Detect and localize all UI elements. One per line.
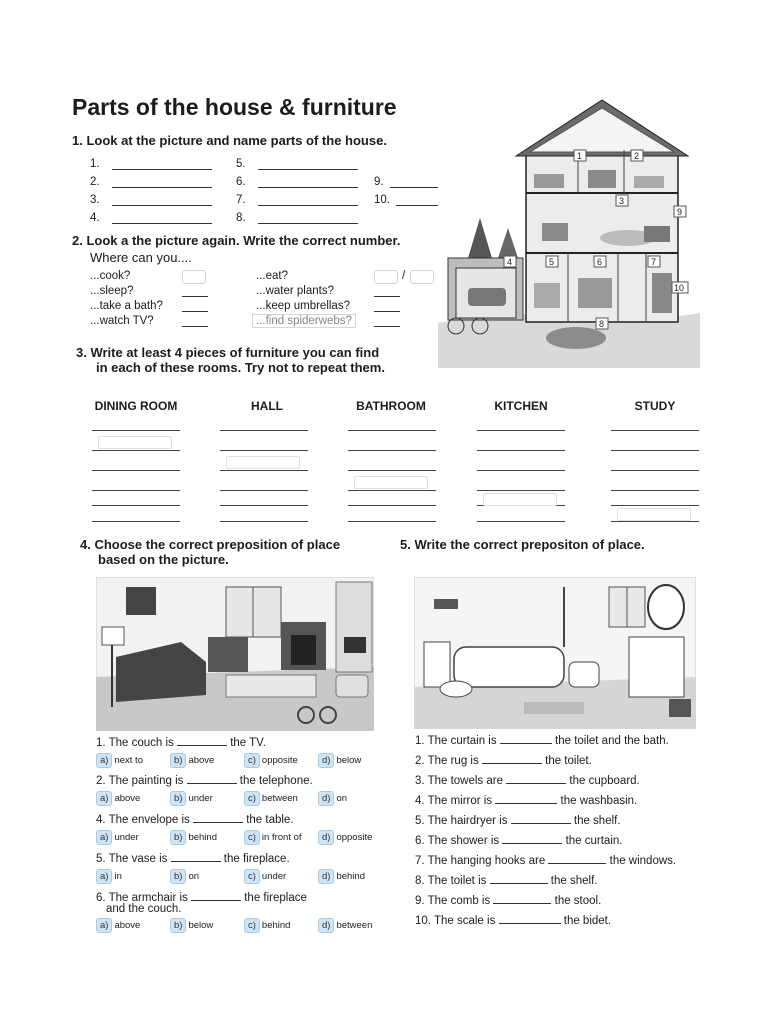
option-letter: b): [170, 791, 186, 806]
ex5-question: [415, 795, 676, 815]
ex2-item: [256, 315, 446, 330]
question-after: the washbasin.: [560, 795, 638, 807]
option-d[interactable]: [318, 753, 386, 768]
option-text: below: [336, 755, 362, 766]
option-text: in front of: [261, 832, 302, 843]
option-d[interactable]: [318, 791, 386, 806]
answer-field[interactable]: [483, 493, 557, 506]
option-a[interactable]: [96, 918, 164, 933]
answer-line[interactable]: [92, 450, 180, 451]
house-label: 1: [577, 151, 583, 161]
option-letter: d): [318, 830, 334, 845]
ex2-question: ...sleep?: [90, 285, 134, 297]
option-b[interactable]: [170, 791, 238, 806]
question-before: 1. The curtain is: [415, 735, 497, 747]
ex1-item: [236, 170, 358, 188]
answer-line[interactable]: [477, 490, 565, 491]
options: [96, 918, 386, 933]
question-after: the shelf.: [573, 815, 621, 827]
answer-line[interactable]: [477, 521, 565, 522]
ex1-instruction: 1. Look at the picture and name parts of the house.: [72, 133, 387, 148]
house-label: 3: [619, 196, 625, 206]
house-label: 6: [597, 257, 603, 267]
ex5-questions: [415, 735, 676, 935]
ex5-question: [415, 815, 676, 835]
answer-field[interactable]: [226, 456, 300, 469]
option-text: above: [188, 755, 215, 766]
answer-field[interactable]: [98, 436, 172, 449]
question-after: the table.: [246, 814, 294, 826]
question-text: [96, 737, 386, 749]
answer-line[interactable]: [477, 430, 565, 431]
answer-line[interactable]: [92, 521, 180, 522]
question-before: 10. The scale is: [415, 915, 496, 927]
ex1-number: 9.: [374, 176, 384, 188]
option-c[interactable]: [244, 753, 312, 768]
answer-blank[interactable]: [182, 311, 208, 312]
house-label: 9: [677, 207, 683, 217]
answer-line[interactable]: [220, 505, 308, 506]
ex4-instruction-line1: 4. Choose the correct preposition of place: [80, 537, 341, 552]
room-header-kitchen: KITCHEN: [494, 399, 548, 413]
room-header-dining-room: DINING ROOM: [94, 399, 178, 413]
house-illustration: [438, 98, 700, 368]
option-b[interactable]: [170, 869, 238, 884]
option-a[interactable]: [96, 791, 164, 806]
answer-blank[interactable]: [502, 843, 562, 844]
answer-line[interactable]: [92, 490, 180, 491]
answer-line[interactable]: [348, 470, 436, 471]
answer-blank[interactable]: [493, 903, 551, 904]
answer-line[interactable]: [611, 490, 699, 491]
ex2-question: ...water plants?: [256, 285, 334, 297]
question-after: the TV.: [230, 737, 266, 749]
option-text: behind: [336, 871, 365, 882]
question-before: 1. The couch is: [96, 737, 174, 749]
ex2-item: [90, 270, 210, 285]
ex2-question: ...take a bath?: [90, 300, 163, 312]
question-after: the stool.: [554, 895, 602, 907]
options: [96, 791, 386, 806]
question-before: 6. The shower is: [415, 835, 500, 847]
options: [96, 869, 386, 884]
question-text: [96, 775, 386, 787]
answer-blank[interactable]: [112, 169, 212, 170]
option-letter: c): [244, 791, 260, 806]
ex5-question: [415, 835, 676, 855]
answer-blank[interactable]: [258, 187, 358, 188]
question-before: 4. The envelope is: [96, 814, 190, 826]
option-letter: b): [170, 830, 186, 845]
answer-blank[interactable]: [258, 169, 358, 170]
option-letter: b): [170, 753, 186, 768]
ex2-item: [90, 285, 210, 300]
ex5-question: [415, 855, 676, 875]
question-before: 5. The hairdryer is: [415, 815, 508, 827]
ex5-question: [415, 875, 676, 895]
question-after: the fireplace.: [223, 853, 290, 865]
ex4-questions: [96, 737, 386, 942]
ex4-instruction-line2: based on the picture.: [98, 552, 229, 567]
answer-blank[interactable]: [499, 923, 561, 924]
ex4-question: [96, 853, 386, 892]
option-text: above: [114, 793, 141, 804]
ex1-number: 3.: [90, 194, 100, 206]
question-before: 7. The hanging hooks are: [415, 855, 546, 867]
question-before: 9. The comb is: [415, 895, 491, 907]
answer-line[interactable]: [220, 521, 308, 522]
ex1-col2: [236, 152, 358, 224]
ex5-question: [415, 895, 676, 915]
option-text: next to: [114, 755, 143, 766]
answer-field[interactable]: [354, 476, 428, 489]
ex1-item: [90, 206, 212, 224]
question-before: 3. The towels are: [415, 775, 504, 787]
option-text: below: [188, 920, 214, 931]
answer-line[interactable]: [348, 521, 436, 522]
ex1-number: 1.: [90, 158, 100, 170]
answer-blank[interactable]: [112, 187, 212, 188]
answer-blank[interactable]: [374, 311, 400, 312]
answer-line[interactable]: [348, 490, 436, 491]
question-text: [96, 853, 386, 865]
answer-line[interactable]: [92, 505, 180, 506]
option-letter: a): [96, 753, 112, 768]
question-after: the fireplace: [244, 892, 307, 904]
ex1-number: 8.: [236, 212, 246, 224]
option-letter: b): [170, 869, 186, 884]
option-c[interactable]: [244, 869, 312, 884]
option-text: under: [188, 793, 213, 804]
option-letter: c): [244, 753, 260, 768]
option-b[interactable]: [170, 753, 238, 768]
answer-line[interactable]: [220, 490, 308, 491]
option-text: behind: [188, 832, 217, 843]
page-title: Parts of the house & furniture: [72, 94, 397, 120]
answer-line[interactable]: [611, 521, 699, 522]
ex1-number: 7.: [236, 194, 246, 206]
room-header-study: STUDY: [634, 399, 676, 413]
answer-box[interactable]: [410, 270, 434, 284]
option-a[interactable]: [96, 869, 164, 884]
option-b[interactable]: [170, 918, 238, 933]
answer-blank[interactable]: [374, 296, 400, 297]
ex5-question: [415, 735, 676, 755]
answer-blank[interactable]: [112, 205, 212, 206]
option-text: under: [261, 871, 287, 882]
answer-blank[interactable]: [258, 223, 358, 224]
option-letter: c): [244, 918, 260, 933]
option-letter: d): [318, 869, 334, 884]
answer-line[interactable]: [477, 470, 565, 471]
question-text: [96, 814, 386, 826]
answer-line[interactable]: [477, 505, 565, 506]
ex1-number: 4.: [90, 212, 100, 224]
ex2-question-field: ...find spiderwebs?: [252, 314, 356, 328]
option-letter: a): [96, 830, 112, 845]
question-before: 8. The toilet is: [415, 875, 487, 887]
answer-blank[interactable]: [191, 900, 241, 901]
ex3-instruction-line2: in each of these rooms. Try not to repeat them.: [96, 360, 385, 375]
answer-line[interactable]: [611, 505, 699, 506]
option-d[interactable]: [318, 918, 386, 933]
option-letter: b): [170, 918, 186, 933]
question-after: the shelf.: [550, 875, 598, 887]
answer-blank[interactable]: [187, 783, 237, 784]
answer-blank[interactable]: [548, 863, 606, 864]
ex1-item: [90, 188, 212, 206]
option-text: between: [336, 920, 373, 931]
ex2-item: [90, 300, 210, 315]
ex2-question: ...eat?: [256, 270, 288, 282]
option-letter: c): [244, 869, 260, 884]
answer-blank[interactable]: [506, 783, 566, 784]
ex2-item: [256, 285, 446, 300]
answer-blank[interactable]: [177, 745, 227, 746]
ex1-item: [90, 170, 212, 188]
answer-blank[interactable]: [482, 763, 542, 764]
option-letter: d): [318, 791, 334, 806]
answer-blank[interactable]: [112, 223, 212, 224]
ex2-left-col: [90, 270, 210, 330]
option-c[interactable]: [244, 791, 312, 806]
answer-line[interactable]: [348, 430, 436, 431]
ex2-question: ...keep umbrellas?: [256, 300, 350, 312]
question-after: the curtain.: [565, 835, 623, 847]
option-text: behind: [261, 920, 291, 931]
ex4-question: [96, 892, 386, 942]
question-line2: and the couch.: [106, 903, 182, 915]
option-d[interactable]: [318, 869, 386, 884]
option-a[interactable]: [96, 830, 164, 845]
option-text: under: [114, 832, 139, 843]
option-text: on: [188, 871, 200, 882]
house-label: 5: [549, 257, 555, 267]
option-letter: a): [96, 869, 112, 884]
question-after: the toilet and the bath.: [555, 735, 669, 747]
question-before: 6. The armchair is: [96, 892, 188, 904]
answer-box[interactable]: [374, 270, 398, 284]
option-c[interactable]: [244, 918, 312, 933]
ex2-question: ...cook?: [90, 270, 131, 282]
option-text: between: [261, 793, 298, 804]
ex1-number: 6.: [236, 176, 246, 188]
answer-line[interactable]: [611, 450, 699, 451]
answer-blank[interactable]: [193, 822, 243, 823]
ex1-item: [236, 206, 358, 224]
option-a[interactable]: [96, 753, 164, 768]
ex4-question: [96, 775, 386, 814]
bathroom-illustration: [414, 577, 696, 729]
option-b[interactable]: [170, 830, 238, 845]
answer-line[interactable]: [477, 450, 565, 451]
slash-separator: /: [402, 270, 406, 282]
option-letter: d): [318, 753, 334, 768]
option-letter: a): [96, 918, 112, 933]
ex2-item: [90, 315, 210, 330]
house-label: 7: [651, 257, 657, 267]
answer-blank[interactable]: [500, 743, 552, 744]
ex2-question: ...watch TV?: [90, 315, 154, 327]
ex1-col1: [90, 152, 212, 224]
answer-blank[interactable]: [171, 861, 221, 862]
answer-blank[interactable]: [182, 296, 208, 297]
ex2-right-col: [256, 270, 446, 330]
ex2-item: [256, 300, 446, 315]
ex5-instruction: 5. Write the correct prepositon of place.: [400, 537, 645, 552]
option-letter: a): [96, 791, 112, 806]
answer-blank[interactable]: [511, 823, 571, 824]
answer-line[interactable]: [220, 430, 308, 431]
answer-line[interactable]: [611, 430, 699, 431]
room-header-hall: HALL: [251, 399, 283, 413]
answer-blank[interactable]: [374, 326, 400, 327]
question-after: the toilet.: [545, 755, 592, 767]
answer-line[interactable]: [611, 470, 699, 471]
ex5-question: [415, 915, 676, 935]
answer-line[interactable]: [220, 470, 308, 471]
answer-line[interactable]: [348, 505, 436, 506]
question-after: the windows.: [609, 855, 677, 867]
ex2-prompt: Where can you....: [90, 250, 192, 265]
option-letter: c): [244, 830, 260, 845]
question-before: 2. The painting is: [96, 775, 184, 787]
answer-blank[interactable]: [490, 883, 548, 884]
answer-field[interactable]: [617, 508, 691, 521]
question-before: 2. The rug is: [415, 755, 479, 767]
answer-line[interactable]: [348, 450, 436, 451]
house-label: 8: [599, 319, 605, 329]
ex1-item: [236, 188, 358, 206]
ex1-item: [90, 152, 212, 170]
answer-box[interactable]: [182, 270, 206, 284]
option-c[interactable]: [244, 830, 312, 845]
options: [96, 830, 386, 845]
ex2-item: [256, 270, 446, 285]
ex1-number: 2.: [90, 176, 100, 188]
question-after: the bidet.: [563, 915, 612, 927]
question-before: 5. The vase is: [96, 853, 168, 865]
ex5-question: [415, 755, 676, 775]
living-room-illustration: [96, 577, 374, 731]
option-text: in: [114, 871, 122, 882]
house-label: 10: [674, 283, 685, 293]
answer-line[interactable]: [92, 470, 180, 471]
ex1-number: 10.: [374, 194, 390, 206]
room-header-bathroom: BATHROOM: [356, 399, 426, 413]
answer-blank[interactable]: [182, 326, 208, 327]
option-letter: d): [318, 918, 334, 933]
option-text: on: [336, 793, 348, 804]
question-after: the cupboard.: [569, 775, 640, 787]
option-text: opposite: [261, 755, 298, 766]
answer-blank[interactable]: [258, 205, 358, 206]
answer-blank[interactable]: [495, 803, 557, 804]
ex4-question: [96, 814, 386, 853]
option-d[interactable]: [318, 830, 386, 845]
ex4-question: [96, 737, 386, 775]
answer-line[interactable]: [92, 430, 180, 431]
question-before: 4. The mirror is: [415, 795, 493, 807]
question-after: the telephone.: [239, 775, 313, 787]
option-text: above: [114, 920, 141, 931]
house-label: 4: [507, 257, 513, 267]
ex1-item: [236, 152, 358, 170]
ex5-question: [415, 775, 676, 795]
answer-line[interactable]: [220, 450, 308, 451]
option-text: opposite: [336, 832, 373, 843]
house-label: 2: [634, 151, 640, 161]
ex2-instruction: 2. Look a the picture again. Write the correct number.: [72, 233, 401, 248]
options: [96, 753, 386, 768]
ex3-instruction-line1: 3. Write at least 4 pieces of furniture you can find: [76, 345, 380, 360]
ex1-number: 5.: [236, 158, 246, 170]
